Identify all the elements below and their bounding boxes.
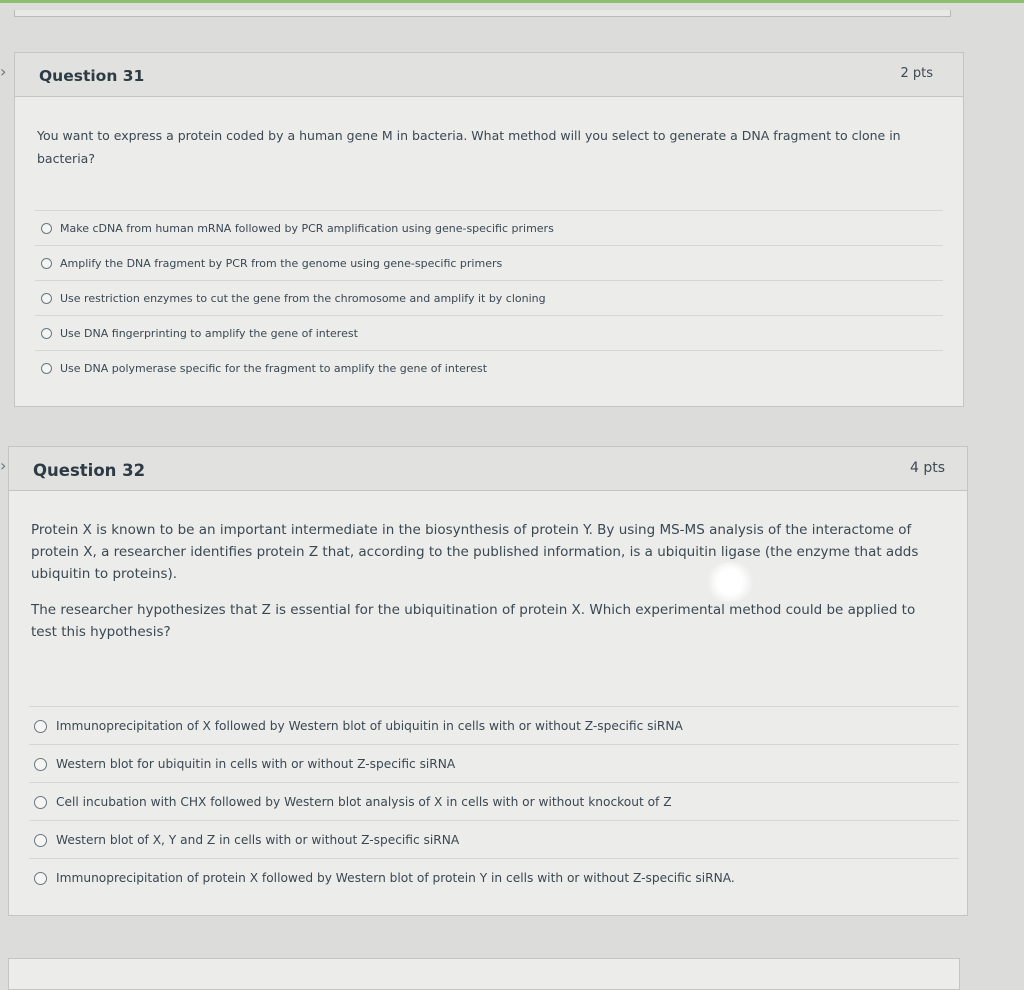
answer-label: Amplify the DNA fragment by PCR from the genome using gene-specific primers <box>60 257 503 270</box>
radio-icon[interactable] <box>34 796 47 809</box>
answer-label: Western blot of X, Y and Z in cells with or without Z-specific siRNA <box>56 833 460 847</box>
answer-option[interactable] <box>35 350 943 386</box>
radio-icon[interactable] <box>34 720 47 733</box>
question-title: Question 32 <box>33 461 146 480</box>
chevron-right-icon: › <box>0 456 7 475</box>
question-prompt <box>37 124 917 170</box>
answer-label: Use DNA fingerprinting to amplify the gene of interest <box>60 327 358 340</box>
prompt-paragraph: Protein X is known to be an important intermediate in the biosynthesis of protein Y. By using MS-MS analysis of the interactome of protein X, a researcher identifies protein Z that, according to the published information, is a ubiquitin ligase (the enzyme that adds ubiquitin to proteins). <box>31 522 919 582</box>
answer-list <box>35 210 943 390</box>
answer-option[interactable] <box>29 820 959 859</box>
answer-option[interactable] <box>29 744 959 783</box>
question-points: 2 pts <box>900 66 933 81</box>
question-header <box>9 447 967 491</box>
chevron-right-icon: › <box>0 62 7 81</box>
answer-option[interactable] <box>29 706 959 745</box>
answer-label: Cell incubation with CHX followed by Western blot analysis of X in cells with or without knockout of Z <box>56 795 672 809</box>
answer-option[interactable] <box>35 210 943 246</box>
radio-icon[interactable] <box>41 293 52 304</box>
question-card-31 <box>14 52 964 407</box>
answer-label: Make cDNA from human mRNA followed by PCR amplification using gene-specific primers <box>60 222 554 235</box>
next-question-card-edge <box>8 958 960 990</box>
question-prompt <box>31 519 941 643</box>
prompt-paragraph: The researcher hypothesizes that Z is essential for the ubiquitination of protein X. Which experimental method could be applied to test this hypothesis? <box>31 602 916 640</box>
answer-label: Immunoprecipitation of protein X followed by Western blot of protein Y in cells with or without Z-specific siRNA. <box>56 871 735 885</box>
screen-glare <box>706 562 754 602</box>
question-card-32 <box>8 446 968 916</box>
answer-label: Western blot for ubiquitin in cells with or without Z-specific siRNA <box>56 757 456 771</box>
question-header <box>15 53 963 97</box>
radio-icon[interactable] <box>34 834 47 847</box>
radio-icon[interactable] <box>41 258 52 269</box>
radio-icon[interactable] <box>34 758 47 771</box>
radio-icon[interactable] <box>41 363 52 374</box>
answer-option[interactable] <box>35 315 943 351</box>
answer-list <box>29 706 959 906</box>
answer-option[interactable] <box>35 280 943 316</box>
answer-label: Immunoprecipitation of X followed by Western blot of ubiquitin in cells with or without Z-specific siRNA <box>56 719 683 733</box>
question-title: Question 31 <box>39 67 145 85</box>
question-points: 4 pts <box>909 460 945 476</box>
radio-icon[interactable] <box>34 872 47 885</box>
answer-label: Use restriction enzymes to cut the gene from the chromosome and amplify it by cloning <box>60 292 546 305</box>
radio-icon[interactable] <box>41 223 52 234</box>
answer-option[interactable] <box>35 245 943 281</box>
top-accent-bar <box>0 0 1024 3</box>
radio-icon[interactable] <box>41 328 52 339</box>
answer-option[interactable] <box>29 858 959 897</box>
previous-question-edge <box>14 10 951 17</box>
answer-option[interactable] <box>29 782 959 821</box>
prompt-paragraph: You want to express a protein coded by a human gene M in bacteria. What method will you select to generate a DNA fragment to clone in bacteria? <box>37 128 901 166</box>
answer-label: Use DNA polymerase specific for the fragment to amplify the gene of interest <box>60 362 488 375</box>
